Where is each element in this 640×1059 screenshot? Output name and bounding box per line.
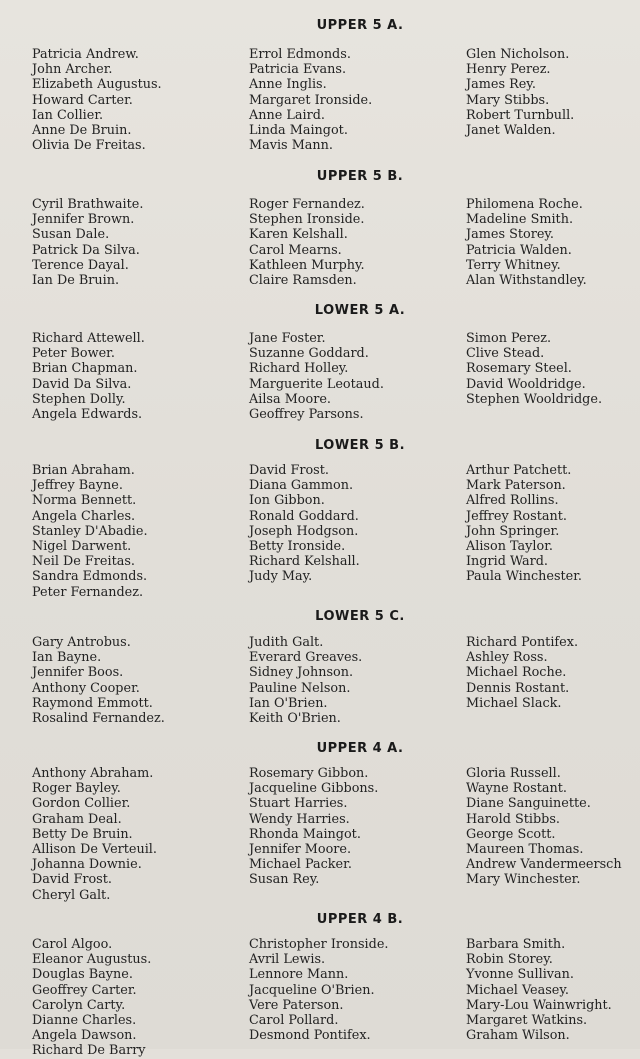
student-name: Karen Kelshall. bbox=[249, 227, 348, 243]
name-column-2 bbox=[249, 635, 362, 726]
student-name: Dennis Rostant. bbox=[466, 680, 570, 696]
student-name: Marguerite Leotaud. bbox=[249, 376, 384, 392]
student-name: Ian Collier. bbox=[32, 107, 104, 123]
student-name: Desmond Pontifex. bbox=[249, 1028, 371, 1044]
student-name: Vere Paterson. bbox=[249, 997, 344, 1013]
student-name: Sandra Edmonds. bbox=[32, 569, 148, 585]
student-name: David Frost. bbox=[249, 463, 329, 478]
name-column-1 bbox=[32, 463, 148, 600]
student-name: Clive Stead. bbox=[466, 346, 545, 362]
name-column-3 bbox=[466, 463, 582, 585]
student-name: Betty De Bruin. bbox=[32, 826, 133, 842]
student-name: Jeffrey Rostant. bbox=[466, 508, 567, 524]
name-column-3 bbox=[466, 635, 578, 711]
student-name: Nigel Darwent. bbox=[32, 539, 132, 555]
student-name: Ian Bayne. bbox=[32, 650, 102, 666]
student-name: George Scott. bbox=[466, 826, 556, 842]
student-name: Yvonne Sullivan. bbox=[466, 967, 574, 983]
student-name: Wayne Rostant. bbox=[466, 781, 567, 797]
student-name: Gloria Russell. bbox=[466, 766, 561, 781]
student-name: Henry Perez. bbox=[466, 62, 551, 78]
student-name: Elizabeth Augustus. bbox=[32, 77, 162, 93]
name-column-2 bbox=[249, 47, 372, 153]
student-name: Gordon Collier. bbox=[32, 796, 131, 812]
student-name: James Storey. bbox=[466, 227, 555, 243]
student-name: Cyril Brathwaite. bbox=[32, 197, 144, 212]
student-name: Stuart Harries. bbox=[249, 796, 348, 812]
name-column-3 bbox=[466, 937, 612, 1043]
student-name: Mark Paterson. bbox=[466, 478, 566, 494]
student-name: Allison De Verteuil. bbox=[32, 842, 157, 858]
student-name: Kathleen Murphy. bbox=[249, 257, 365, 273]
student-name: Maureen Thomas. bbox=[466, 842, 584, 858]
student-name: Madeline Smith. bbox=[466, 212, 574, 228]
student-name: Geoffrey Carter. bbox=[32, 982, 137, 998]
student-name: Jennifer Moore. bbox=[249, 842, 352, 858]
student-name: Alison Taylor. bbox=[466, 539, 553, 555]
student-name: Dianne Charles. bbox=[32, 1013, 137, 1029]
student-name: Stephen Ironside. bbox=[249, 212, 365, 228]
student-name: Ronald Goddard. bbox=[249, 508, 359, 524]
student-name: Stephen Wooldridge. bbox=[466, 391, 603, 407]
student-name: Douglas Bayne. bbox=[32, 967, 133, 983]
student-name: Anne Inglis. bbox=[249, 77, 327, 93]
section-heading: LOWER 5 A. bbox=[314, 303, 406, 318]
section-heading: LOWER 5 B. bbox=[314, 438, 406, 453]
student-name: Stephen Dolly. bbox=[32, 391, 126, 407]
student-name: Everard Greaves. bbox=[249, 650, 363, 666]
student-name: Patricia Andrew. bbox=[32, 47, 139, 62]
student-name: Judy May. bbox=[249, 569, 313, 585]
student-name: Betty Ironside. bbox=[249, 539, 346, 555]
student-name: Carol Mearns. bbox=[249, 242, 342, 258]
student-name: Robert Turnbull. bbox=[466, 107, 575, 123]
student-name: Michael Slack. bbox=[466, 695, 562, 711]
student-name: Claire Ramsden. bbox=[249, 273, 357, 289]
student-name: Ingrid Ward. bbox=[466, 554, 549, 570]
student-name: Andrew Vandermeersch bbox=[466, 857, 622, 873]
student-name: Rhonda Maingot. bbox=[249, 826, 361, 842]
student-name: Diana Gammon. bbox=[249, 478, 354, 494]
student-name: Barbara Smith. bbox=[466, 937, 566, 952]
student-name: Carolyn Carty. bbox=[32, 997, 126, 1013]
student-name: Raymond Emmott. bbox=[32, 695, 153, 711]
student-name: Richard De Barry bbox=[32, 1043, 146, 1059]
student-name: Ailsa Moore. bbox=[249, 391, 331, 407]
student-name: David Frost. bbox=[32, 872, 112, 888]
name-column-2 bbox=[249, 766, 378, 888]
student-name: Judith Galt. bbox=[249, 635, 324, 650]
name-column-1 bbox=[32, 766, 157, 903]
student-name: Rosalind Fernandez. bbox=[32, 711, 165, 727]
student-name: John Springer. bbox=[466, 523, 560, 539]
student-name: Mary Stibbs. bbox=[466, 92, 550, 108]
name-column-1 bbox=[32, 635, 165, 726]
student-name: Ian O'Brien. bbox=[249, 695, 328, 711]
student-name: Brian Chapman. bbox=[32, 361, 138, 377]
student-name: Paula Winchester. bbox=[466, 569, 583, 585]
student-name: Joseph Hodgson. bbox=[249, 523, 359, 539]
student-name: Brian Abraham. bbox=[32, 463, 135, 478]
student-name: Christopher Ironside. bbox=[249, 937, 389, 952]
student-name: Angela Edwards. bbox=[32, 407, 143, 423]
name-column-1 bbox=[32, 47, 162, 153]
name-column-3 bbox=[466, 331, 602, 407]
student-name: Harold Stibbs. bbox=[466, 811, 560, 827]
student-name: Wendy Harries. bbox=[249, 811, 350, 827]
student-name: Margaret Watkins. bbox=[466, 1013, 588, 1029]
student-name: Neil De Freitas. bbox=[32, 554, 135, 570]
student-name: Angela Charles. bbox=[32, 508, 136, 524]
student-name: Ian De Bruin. bbox=[32, 273, 120, 289]
student-name: Michael Veasey. bbox=[466, 982, 569, 998]
student-name: Mary Winchester. bbox=[466, 872, 581, 888]
section-heading: UPPER 4 A. bbox=[316, 741, 404, 756]
student-name: James Rey. bbox=[466, 77, 536, 93]
name-column-3 bbox=[466, 47, 574, 138]
student-name: Alfred Rollins. bbox=[466, 493, 559, 509]
name-column-1 bbox=[32, 937, 151, 1059]
student-name: Richard Pontifex. bbox=[466, 635, 579, 650]
student-name: John Archer. bbox=[32, 62, 113, 78]
student-name: Suzanne Goddard. bbox=[249, 346, 369, 362]
student-name: Howard Carter. bbox=[32, 92, 133, 108]
student-name: Anthony Cooper. bbox=[32, 680, 140, 696]
name-column-1 bbox=[32, 197, 143, 288]
name-column-2 bbox=[249, 197, 365, 288]
student-name: Peter Bower. bbox=[32, 346, 115, 362]
student-name: Richard Holley. bbox=[249, 361, 349, 377]
student-name: Anne Laird. bbox=[249, 107, 325, 123]
student-name: Carol Algoo. bbox=[32, 937, 113, 952]
student-name: Norma Bennett. bbox=[32, 493, 137, 509]
student-name: Mavis Mann. bbox=[249, 138, 333, 154]
student-name: Margaret Ironside. bbox=[249, 92, 373, 108]
student-name: Roger Bayley. bbox=[32, 781, 121, 797]
student-name: Ashley Ross. bbox=[466, 650, 548, 666]
student-name: Jennifer Brown. bbox=[32, 212, 135, 228]
student-name: Simon Perez. bbox=[466, 331, 552, 346]
student-name: Philomena Roche. bbox=[466, 197, 583, 212]
student-name: Graham Deal. bbox=[32, 811, 122, 827]
student-name: Terence Dayal. bbox=[32, 257, 129, 273]
section-heading: UPPER 5 B. bbox=[316, 169, 404, 184]
section-heading: UPPER 5 A. bbox=[316, 18, 404, 33]
student-name: Linda Maingot. bbox=[249, 123, 348, 139]
student-name: Angela Dawson. bbox=[32, 1028, 137, 1044]
student-name: Richard Attewell. bbox=[32, 331, 145, 346]
student-name: Anne De Bruin. bbox=[32, 123, 132, 139]
student-name: Jennifer Boos. bbox=[32, 665, 124, 681]
student-name: Terry Whitney. bbox=[466, 257, 561, 273]
student-name: Jacqueline O'Brien. bbox=[249, 982, 375, 998]
student-name: Pauline Nelson. bbox=[249, 680, 351, 696]
student-name: Michael Packer. bbox=[249, 857, 352, 873]
student-name: Jacqueline Gibbons. bbox=[249, 781, 379, 797]
student-name: Patrick Da Silva. bbox=[32, 242, 140, 258]
section-heading: LOWER 5 C. bbox=[315, 609, 405, 624]
student-name: Mary-Lou Wainwright. bbox=[466, 997, 612, 1013]
student-name: Ion Gibbon. bbox=[249, 493, 325, 509]
student-name: Sidney Johnson. bbox=[249, 665, 354, 681]
name-column-2 bbox=[249, 331, 384, 422]
student-name: Roger Fernandez. bbox=[249, 197, 365, 212]
name-column-3 bbox=[466, 197, 587, 288]
student-name: Janet Walden. bbox=[466, 123, 556, 139]
student-name: Richard Kelshall. bbox=[249, 554, 360, 570]
section-heading: UPPER 4 B. bbox=[316, 912, 404, 927]
student-name: Michael Roche. bbox=[466, 665, 567, 681]
student-name: Diane Sanguinette. bbox=[466, 796, 591, 812]
student-name: Patricia Walden. bbox=[466, 242, 572, 258]
student-name: Graham Wilson. bbox=[466, 1028, 570, 1044]
student-name: Geoffrey Parsons. bbox=[249, 407, 364, 423]
name-column-3 bbox=[466, 766, 622, 888]
student-name: Jane Foster. bbox=[249, 331, 326, 346]
student-name: Johanna Downie. bbox=[32, 857, 142, 873]
name-column-2 bbox=[249, 937, 388, 1043]
student-name: Susan Rey. bbox=[249, 872, 320, 888]
student-name: Peter Fernandez. bbox=[32, 584, 144, 600]
student-name: Errol Edmonds. bbox=[249, 47, 351, 62]
student-name: Rosemary Gibbon. bbox=[249, 766, 369, 781]
student-name: Robin Storey. bbox=[466, 952, 553, 968]
student-name: Keith O'Brien. bbox=[249, 711, 341, 727]
student-name: Susan Dale. bbox=[32, 227, 110, 243]
student-name: Glen Nicholson. bbox=[466, 47, 570, 62]
student-name: David Da Silva. bbox=[32, 376, 132, 392]
name-column-2 bbox=[249, 463, 360, 585]
student-name: Patricia Evans. bbox=[249, 62, 347, 78]
student-name: Gary Antrobus. bbox=[32, 635, 131, 650]
student-name: Olivia De Freitas. bbox=[32, 138, 146, 154]
student-name: Rosemary Steel. bbox=[466, 361, 572, 377]
student-name: Eleanor Augustus. bbox=[32, 952, 152, 968]
student-name: Lennore Mann. bbox=[249, 967, 349, 983]
student-name: Cheryl Galt. bbox=[32, 887, 111, 903]
student-name: Avril Lewis. bbox=[249, 952, 326, 968]
student-name: Anthony Abraham. bbox=[32, 766, 154, 781]
name-column-1 bbox=[32, 331, 145, 422]
student-name: David Wooldridge. bbox=[466, 376, 586, 392]
student-name: Carol Pollard. bbox=[249, 1013, 339, 1029]
student-name: Stanley D'Abadie. bbox=[32, 523, 148, 539]
student-name: Alan Withstandley. bbox=[466, 273, 587, 289]
student-name: Jeffrey Bayne. bbox=[32, 478, 123, 494]
student-name: Arthur Patchett. bbox=[466, 463, 572, 478]
